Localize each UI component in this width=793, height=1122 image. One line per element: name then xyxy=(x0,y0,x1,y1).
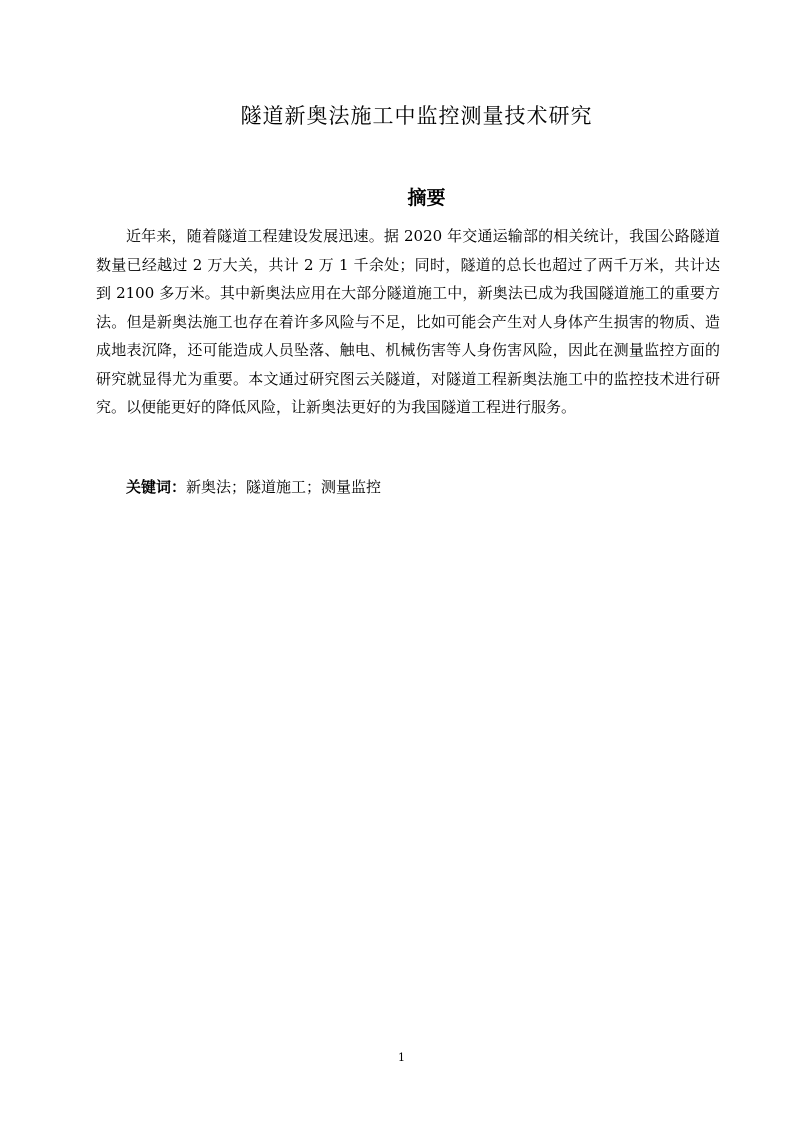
page-number: 1 xyxy=(398,1051,405,1064)
document-title: 隧道新奥法施工中监控测量技术研究 xyxy=(240,104,593,128)
abstract-paragraph: 近年来，随着隧道工程建设发展迅速。据 2020 年交通运输部的相关统计，我国公路隧道数量已经越过 2 万大关，共计 2 万 1 千余处；同时，隧道的总长也超过了两千万米，共计达到 2100 多万米。其中新奥法应用在大部分隧道施工中，新奥法已成为我国隧道施工的重要方法。但是新奥法施工也存在着许多风险与不足，比如可能会产生对人身体产生损害的物质、造成地表沉降，还可能造成人员坠落、触电、机械伤害等人身伤害风险，因此在测量监控方面的研究就显得尤为重要。本文通过研究图云关隧道，对隧道工程新奥法施工中的监控技术进行研究。以便能更好的降低风险，让新奥法更好的为我国隧道工程进行服务。 xyxy=(96,227,720,416)
abstract-heading: 摘要 xyxy=(407,187,446,209)
keywords-label: 关键词： xyxy=(126,478,187,496)
keywords-value: 新奥法；隧道施工；测量监控 xyxy=(186,478,382,496)
keywords-line xyxy=(126,473,720,501)
